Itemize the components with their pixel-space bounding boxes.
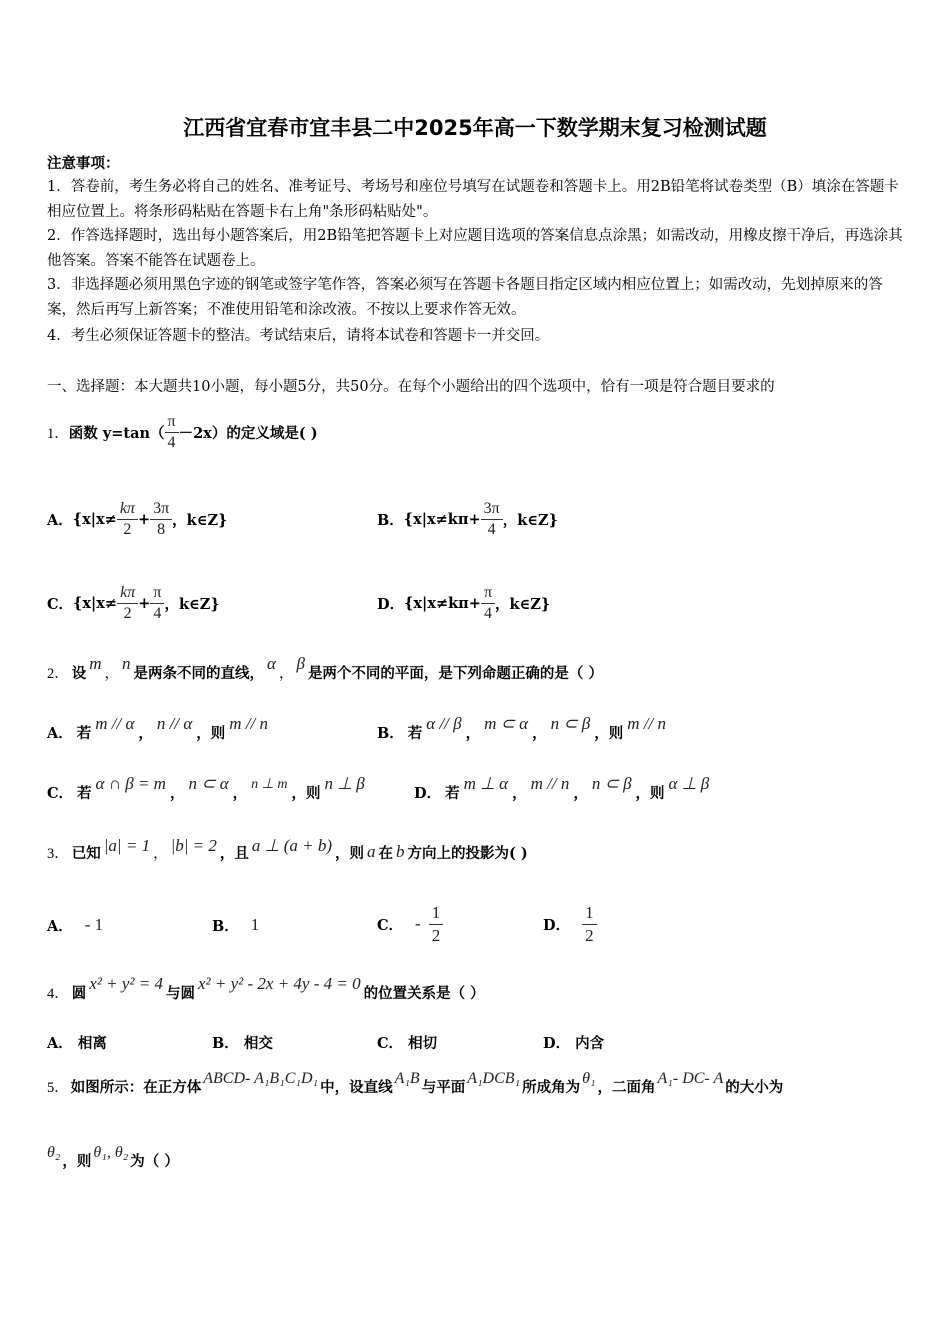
option-c[interactable]: C． - $\frac{1}{2}$ xyxy=(377,886,443,962)
option-d[interactable]: D． {x|x≠kπ+ $\frac{\pi}{4}$ ，k∈Z} xyxy=(377,583,551,622)
option-a[interactable]: A． - 1 xyxy=(47,915,104,935)
fraction: $\frac{k\pi}{2}$ xyxy=(117,499,138,540)
fraction: $\frac{1}{2}$ xyxy=(429,902,444,946)
fraction: $\frac{k\pi}{2}$ xyxy=(117,583,138,624)
question-text: 函数 y=tan（ xyxy=(68,424,165,442)
question-number: 1． xyxy=(47,425,69,442)
question-5-continued: θ₂ ，则 θ₁, θ₂ 为（ ） xyxy=(47,1144,179,1170)
option-d[interactable]: D． 若 m ⊥ α ， m // n ， n ⊂ β ，则 α ⊥ β xyxy=(414,774,710,802)
option-d[interactable]: D． 内含 xyxy=(543,1035,605,1052)
fraction: $\frac{\pi}{4}$ xyxy=(165,412,179,453)
option-b[interactable]: B． 若 α // β ， m ⊂ α ， n ⊂ β ，则 m // n xyxy=(377,714,667,742)
question-5: 5． 如图所示：在正方体 ABCD- A₁B₁C₁D₁ 中，设直线 A₁B 与平面 A₁DCB₁ 所成角为 θ₁ ，二面角 A₁- DC- A 的大小为 xyxy=(47,1070,784,1096)
option-a[interactable]: A． {x|x≠ $\frac{k\pi}{2}$ + $\frac{3\pi}{8}$ ，k∈Z} xyxy=(47,499,228,538)
fraction: $\frac{1}{2}$ xyxy=(582,902,597,946)
question-text: －2x）的定义域是( ) xyxy=(178,424,318,442)
question-1 xyxy=(47,402,318,462)
notice-item-1: 1．答卷前，考生务必将自己的姓名、准考证号、考场号和座位号填写在试题卷和答题卡上。用2B铅笔将试卷类型（B）填涂在答题卡相应位置上。将条形码粘贴在答题卡右上角"条形码粘贴处"。 xyxy=(47,179,899,220)
page-title: 江西省宜春市宜丰县二中2025年高一下数学期末复习检测试题 xyxy=(183,116,767,140)
option-d[interactable]: D． $\frac{1}{2}$ xyxy=(543,886,597,962)
question-3: 3． 已知 |a| = 1 ， |b| = 2 ，且 a ⊥ (a + b) ，则 a 在 b 方向上的投影为( ) xyxy=(47,836,528,862)
option-a[interactable]: A． 若 m // α ， n // α ，则 m // n xyxy=(47,714,269,742)
fraction: $\frac{3\pi}{8}$ xyxy=(150,499,172,540)
fraction: $\frac{\pi}{4}$ xyxy=(481,583,495,624)
option-c[interactable]: C． {x|x≠ $\frac{k\pi}{2}$ + $\frac{\pi}{4}$ ，k∈Z} xyxy=(47,583,220,622)
question-2: 2． 设 m ， n 是两条不同的直线， α ， β 是两个不同的平面，是下列命题正确的是（ ） xyxy=(47,654,603,682)
notice-item-4: 4．考生必须保证答题卡的整洁。考试结束后，请将本试卷和答题卡一并交回。 xyxy=(47,328,550,344)
notice-item-3: 3．非选择题必须用黑色字迹的钢笔或签字笔作答，答案必须写在答题卡各题目指定区域内相应位置上；如需改动，先划掉原来的答案，然后再写上新答案；不准使用铅笔和涂改液。不按以上要求作答无效。 xyxy=(47,277,883,318)
option-b[interactable]: B． {x|x≠kπ+ $\frac{3\pi}{4}$ ，k∈Z} xyxy=(377,499,558,538)
notice-heading: 注意事项： xyxy=(47,155,120,172)
option-c[interactable]: C． 相切 xyxy=(377,1035,438,1052)
option-a[interactable]: A． 相离 xyxy=(47,1035,107,1052)
fraction: $\frac{\pi}{4}$ xyxy=(150,583,164,624)
option-b[interactable]: B． 相交 xyxy=(212,1035,273,1052)
notice-item-2: 2．作答选择题时，选出每小题答案后，用2B铅笔把答题卡上对应题目选项的答案信息点涂黑；如需改动，用橡皮擦干净后，再选涂其他答案。答案不能答在试题卷上。 xyxy=(47,228,903,269)
fraction: $\frac{3\pi}{4}$ xyxy=(481,499,503,540)
option-c[interactable]: C． 若 α ∩ β = m ， n ⊂ α ， n ⊥ m ，则 n ⊥ β xyxy=(47,774,365,802)
section-heading: 一、选择题：本大题共10小题，每小题5分，共50分。在每个小题给出的四个选项中，恰有一项是符合题目要求的 xyxy=(47,379,775,395)
option-b[interactable]: B． 1 xyxy=(212,915,260,935)
question-4: 4． 圆 x² + y² = 4 与圆 x² + y² - 2x + 4y - 4 = 0 的位置关系是（ ） xyxy=(47,974,485,1002)
